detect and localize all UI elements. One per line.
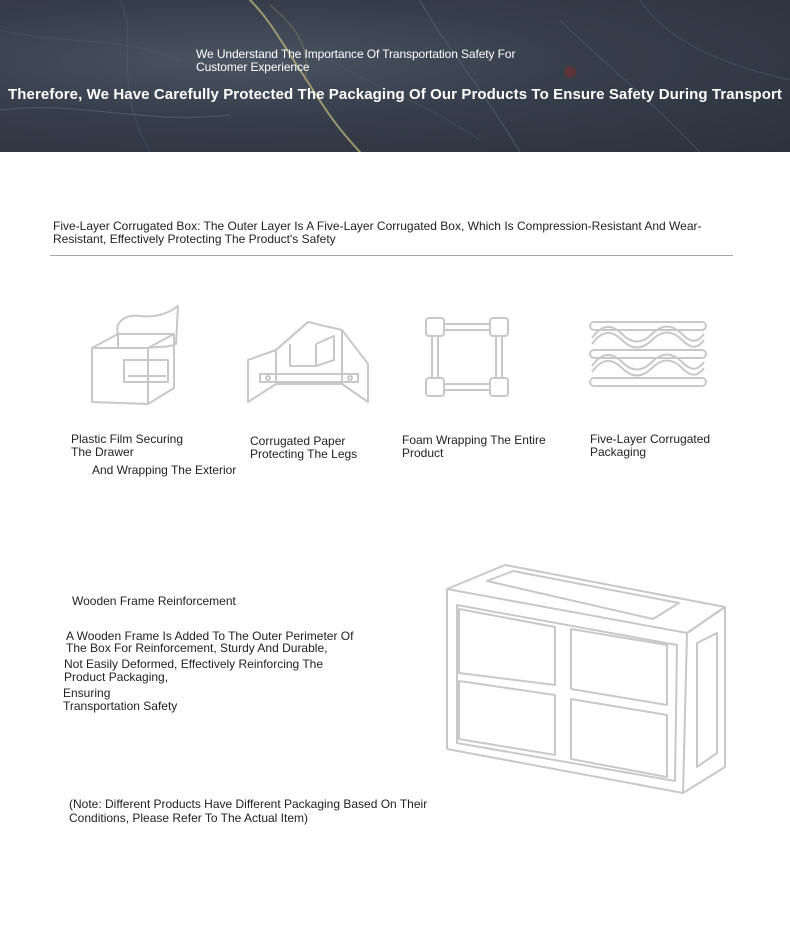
- feature-label-film-line1: Plastic Film Securing: [71, 432, 184, 446]
- feature-label-film-line3: And Wrapping The Exterior: [92, 463, 237, 477]
- foam-frame-icon: [424, 316, 514, 402]
- marble-texture: [0, 0, 790, 152]
- packaging-note: (Note: Different Products Have Different Packaging Based On Their Conditions, Please Refer To The Actual Item): [69, 797, 428, 825]
- feature-label-legs: Corrugated Paper Protecting The Legs: [250, 434, 358, 461]
- corrugated-layers-icon: [588, 320, 708, 390]
- section-divider: [50, 255, 733, 256]
- hero-subtitle: We Understand The Importance Of Transportation Safety For Customer Experience: [196, 47, 516, 74]
- feature-label-foam: Foam Wrapping The Entire Product: [402, 433, 546, 460]
- wooden-frame-title: Wooden Frame Reinforcement: [72, 594, 236, 608]
- feature-label-corrugated: Five-Layer Corrugated Packaging: [590, 432, 711, 459]
- hero-banner: [0, 0, 790, 152]
- wooden-frame-body-part3: Ensuring Transportation Safety: [63, 686, 178, 713]
- hero-headline: Therefore, We Have Carefully Protected The Packaging Of Our Products To Ensure Safety During Transport: [8, 86, 782, 103]
- wooden-frame-body-part1: A Wooden Frame Is Added To The Outer Perimeter Of The Box For Reinforcement, Sturdy And Durable,: [66, 629, 354, 655]
- wooden-frame-body-part2: Not Easily Deformed, Effectively Reinforcing The Product Packaging,: [64, 657, 324, 684]
- corrugated-box-description: Five-Layer Corrugated Box: The Outer Layer Is A Five-Layer Corrugated Box, Which Is Compression-Resistant And Wear-Resistant, Effectively Protecting The Product's Safety: [53, 219, 702, 246]
- box-film-icon: [88, 304, 184, 408]
- feature-label-film: [71, 433, 201, 459]
- wooden-crate-icon: [443, 563, 729, 797]
- feature-label-film-line2: The Drawer: [71, 445, 134, 459]
- corner-guard-icon: [246, 320, 372, 408]
